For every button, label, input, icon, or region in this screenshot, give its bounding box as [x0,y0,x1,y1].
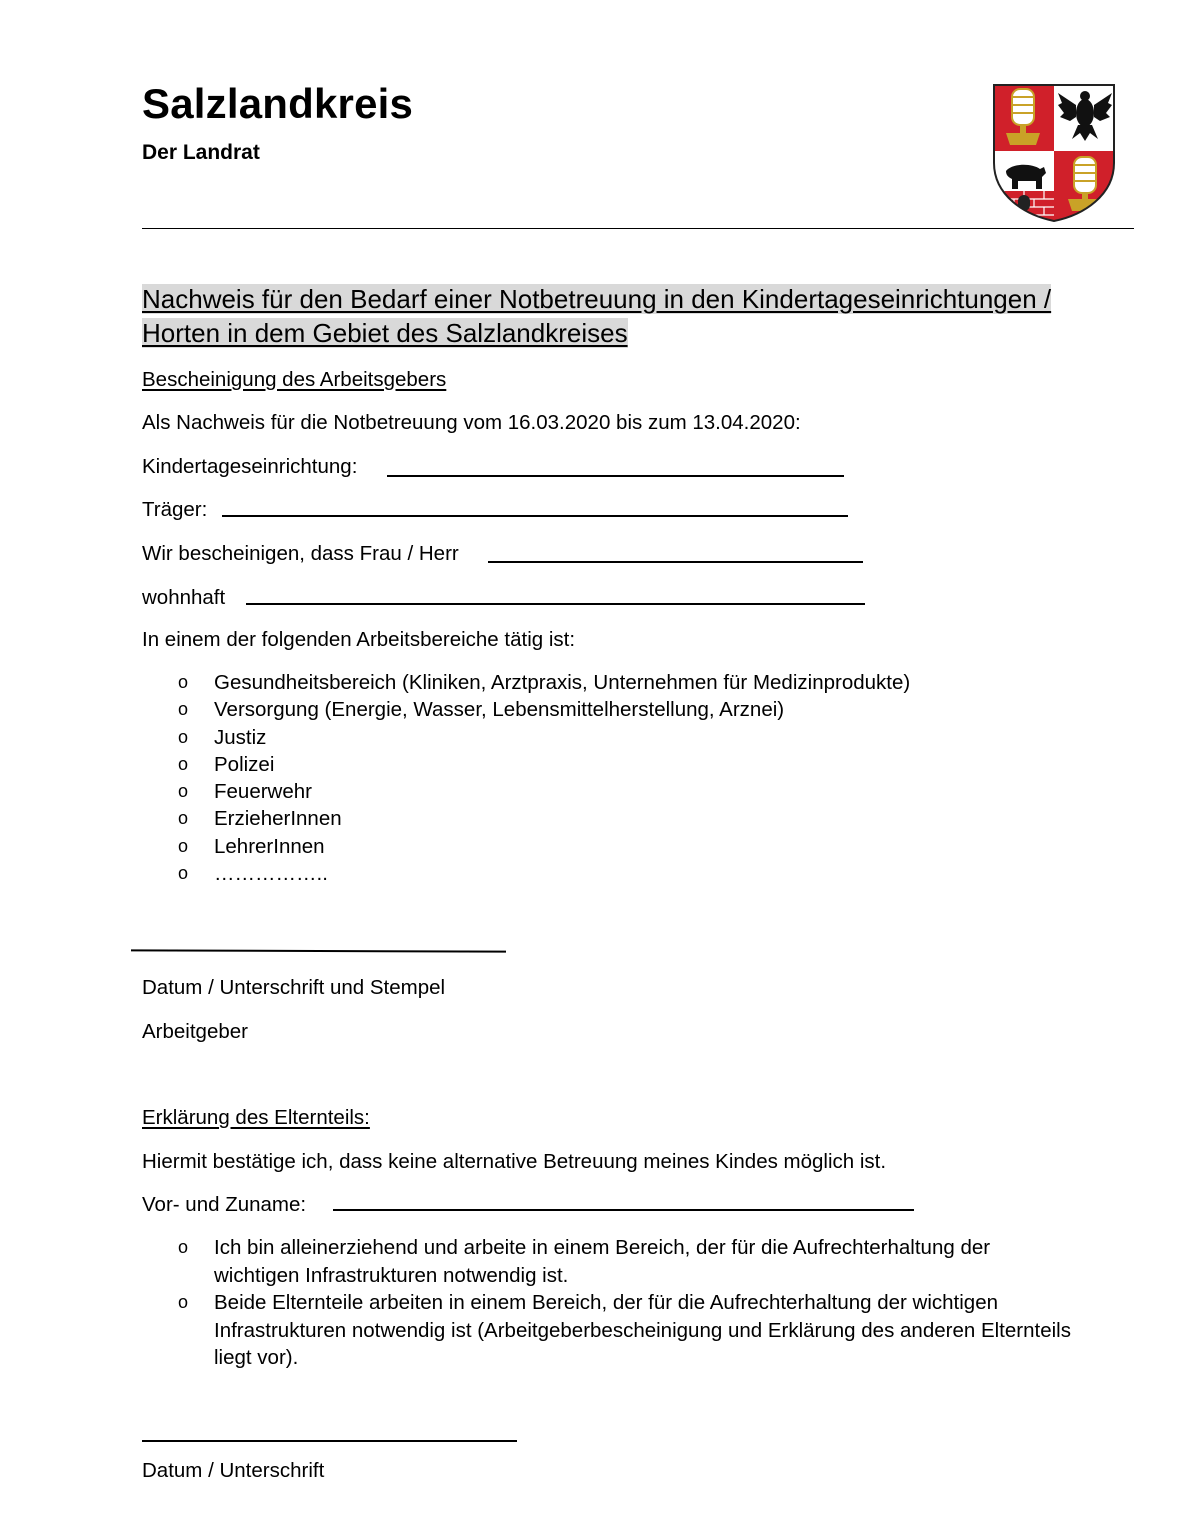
parent-heading: Erklärung des Elternteils: [142,1106,370,1129]
parent-sign-label: Datum / Unterschrift [142,1459,325,1482]
bullet-icon: o [178,1292,189,1312]
traeger-label: Träger: [142,498,208,521]
employer-signature-field[interactable] [131,949,506,952]
employer-heading: Bescheinigung des Arbeitsgebers [142,368,447,391]
employer-sign-role: Arbeitgeber [142,1020,248,1043]
work-areas-list [178,669,910,887]
bullet-icon: o [178,835,189,856]
list-item[interactable]: o Ich bin alleinerziehend und arbeite in einem Bereich, der für die Aufrechterhaltung der wichtigen Infrastrukturen notwendig ist. [178,1234,1078,1289]
bullet-icon: o [178,781,189,802]
list-item[interactable]: o Polizei [178,751,910,778]
bullet-icon: o [178,726,189,747]
list-item[interactable]: o Justiz [178,724,910,751]
org-subtitle: Der Landrat [142,141,260,164]
bullet-icon: o [178,863,189,884]
list-item[interactable]: o ErzieherInnen [178,805,910,832]
kita-field[interactable] [387,475,844,477]
address-label: wohnhaft [142,586,226,609]
address-field[interactable] [246,603,865,605]
list-item[interactable]: o …………….. [178,860,910,887]
name-field[interactable] [333,1209,914,1211]
list-item[interactable]: o Gesundheitsbereich (Kliniken, Arztpraxis, Unternehmen für Medizinprodukte) [178,669,910,696]
list-item[interactable]: o Feuerwehr [178,778,910,805]
document-title [142,282,1132,350]
employer-intro: Als Nachweis für die Notbetreuung vom 16.03.2020 bis zum 13.04.2020: [142,411,801,434]
list-item[interactable]: o Beide Elternteile arbeiten in einem Bereich, der für die Aufrechterhaltung der wichtigen Infrastrukturen notwendig ist (Arbeitgeberbescheinigung und Erklärung des anderen Elternteils liegt vor). [178,1289,1078,1372]
parent-options-list [178,1234,1078,1372]
bullet-icon: o [178,1237,189,1257]
areas-intro: In einem der folgenden Arbeitsbereiche tätig ist: [142,628,576,651]
person-label: Wir bescheinigen, dass Frau / Herr [142,542,459,565]
bullet-icon: o [178,753,189,774]
header-divider [142,228,1134,229]
document-title-text: Nachweis für den Bedarf einer Notbetreuung in den Kindertageseinrichtungen / Horten in dem Gebiet des Salzlandkreises [142,284,1052,348]
name-label: Vor- und Zuname: [142,1193,307,1216]
coat-of-arms-icon [992,83,1116,223]
employer-sign-label: Datum / Unterschrift und Stempel [142,976,446,999]
org-name: Salzlandkreis [142,80,414,127]
bullet-icon: o [178,808,189,829]
list-item[interactable]: o Versorgung (Energie, Wasser, Lebensmittelherstellung, Arznei) [178,696,910,723]
parent-confirm: Hiermit bestätige ich, dass keine alternative Betreuung meines Kindes möglich ist. [142,1150,887,1173]
parent-signature-field[interactable] [142,1440,517,1442]
person-field[interactable] [488,561,863,563]
bullet-icon: o [178,672,189,692]
kita-label: Kindertageseinrichtung: [142,455,358,478]
bullet-icon: o [178,699,189,720]
traeger-field[interactable] [222,515,848,517]
list-item[interactable]: o LehrerInnen [178,833,910,860]
